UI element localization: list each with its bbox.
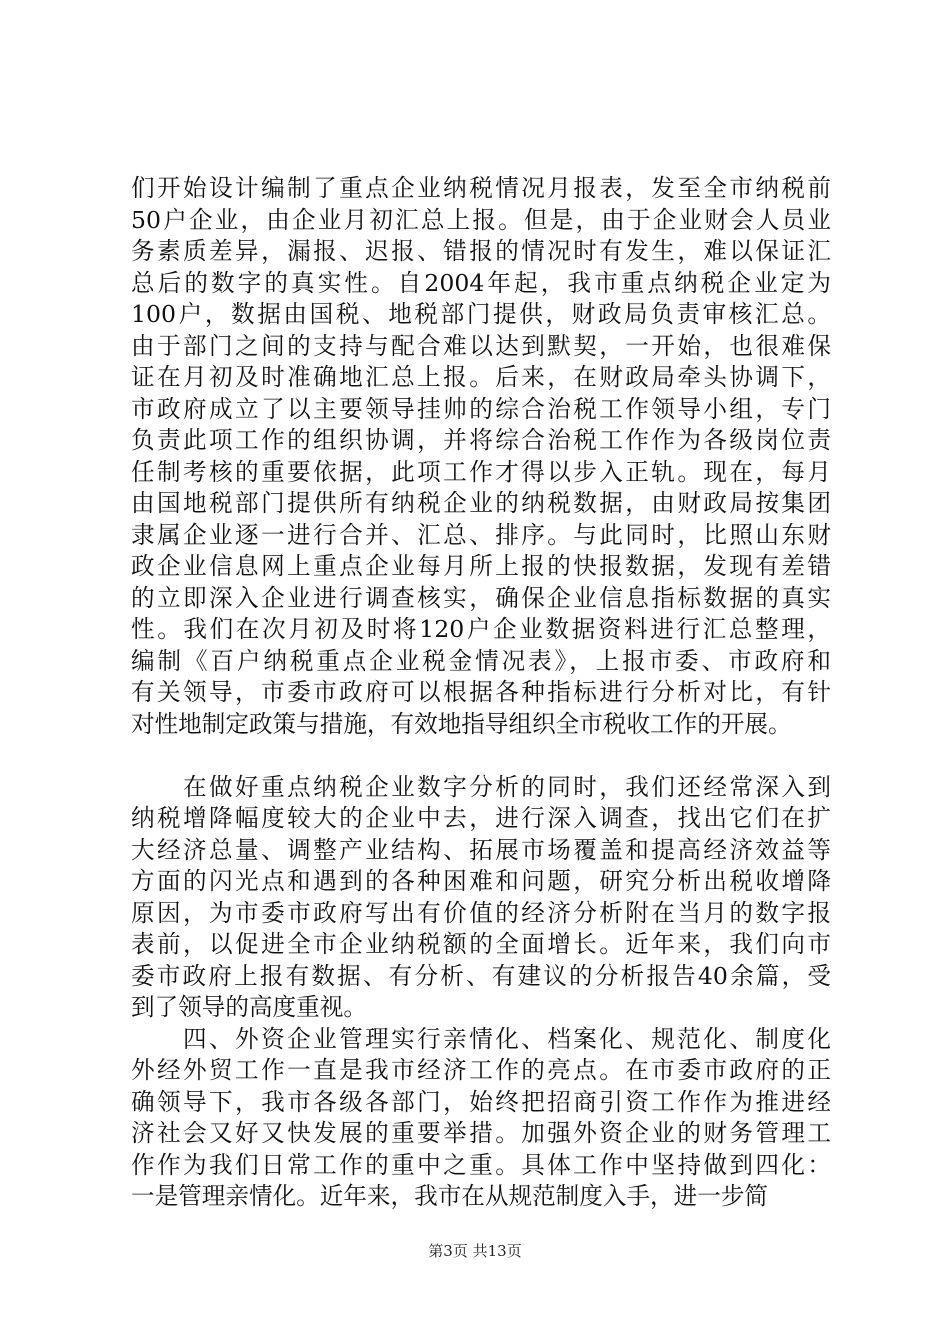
text-line: 负责此项工作的组织协调，并将综合治税工作作为各级岗位责 xyxy=(131,426,831,454)
text-line: 政企业信息网上重点企业每月所上报的快报数据，发现有差错 xyxy=(131,552,831,580)
text-line: 总后的数字的真实性。自2004年起，我市重点纳税企业定为 xyxy=(131,268,831,297)
text-line: 对性地制定政策与措施，有效地指导组织全市税收工作的开展。 xyxy=(131,709,792,738)
text-line: 纳税增降幅度较大的企业中去，进行深入调查，找出它们在扩 xyxy=(131,804,831,832)
text-line: 编制《百户纳税重点企业税金情况表》，上报市委、市政府和 xyxy=(131,646,831,675)
document-body xyxy=(131,173,831,1213)
text-line: 一是管理亲情化。近年来，我市在从规范制度入手，进一步简 xyxy=(131,1182,769,1210)
text-line: 外经外贸工作一直是我市经济工作的亮点。在市委市政府的正 xyxy=(131,1056,831,1084)
text-line: 100户，数据由国税、地税部门提供，财政局负责审核汇总。 xyxy=(131,300,831,328)
page-footer: 第3页 共13页 xyxy=(428,1242,522,1260)
text-line: 表前，以促进全市企业纳税额的全面增长。近年来，我们向市 xyxy=(131,930,831,958)
text-line: 大经济总量、调整产业结构、拓展市场覆盖和提高经济效益等 xyxy=(131,835,831,864)
text-line: 济社会又好又快发展的重要举措。加强外资企业的财务管理工 xyxy=(131,1119,831,1147)
text-line: 作作为我们日常工作的重中之重。具体工作中坚持做到四化： xyxy=(131,1150,831,1179)
text-line: 务素质差异，漏报、迟报、错报的情况时有发生，难以保证汇 xyxy=(131,237,831,265)
text-line: 四、外资企业管理实行亲情化、档案化、规范化、制度化 xyxy=(131,1024,831,1053)
text-line: 确领导下，我市各级各部门，始终把招商引资工作作为推进经 xyxy=(131,1087,831,1116)
text-line: 由于部门之间的支持与配合难以达到默契，一开始，也很难保 xyxy=(131,331,831,360)
text-line: 性。我们在次月初及时将120户企业数据资料进行汇总整理， xyxy=(131,615,831,643)
text-line: 们开始设计编制了重点企业纳税情况月报表，发至全市纳税前 xyxy=(131,174,831,202)
text-line: 有关领导，市委市政府可以根据各种指标进行分析对比，有针 xyxy=(131,678,831,706)
text-line: 50户企业，由企业月初汇总上报。但是，由于企业财会人员业 xyxy=(131,205,831,234)
text-line: 市政府成立了以主要领导挂帅的综合治税工作领导小组，专门 xyxy=(131,394,831,423)
text-line: 由国地税部门提供所有纳税企业的纳税数据，由财政局按集团 xyxy=(131,489,831,517)
text-line: 隶属企业逐一进行合并、汇总、排序。与此同时，比照山东财 xyxy=(131,520,831,549)
text-line: 方面的闪光点和遇到的各种困难和问题，研究分析出税收增降 xyxy=(131,867,831,895)
text-line: 在做好重点纳税企业数字分析的同时，我们还经常深入到 xyxy=(131,772,831,801)
paragraph-gap xyxy=(131,740,831,772)
text-line: 原因，为市委市政府写出有价值的经济分析附在当月的数字报 xyxy=(131,898,831,927)
text-line: 任制考核的重要依据，此项工作才得以步入正轨。现在，每月 xyxy=(131,457,831,486)
text-line: 到了领导的高度重视。 xyxy=(131,993,367,1021)
text-line: 的立即深入企业进行调查核实，确保企业信息指标数据的真实 xyxy=(131,583,831,612)
text-line: 证在月初及时准确地汇总上报。后来，在财政局牵头协调下， xyxy=(131,363,831,391)
text-line: 委市政府上报有数据、有分析、有建议的分析报告40余篇，受 xyxy=(131,961,831,990)
